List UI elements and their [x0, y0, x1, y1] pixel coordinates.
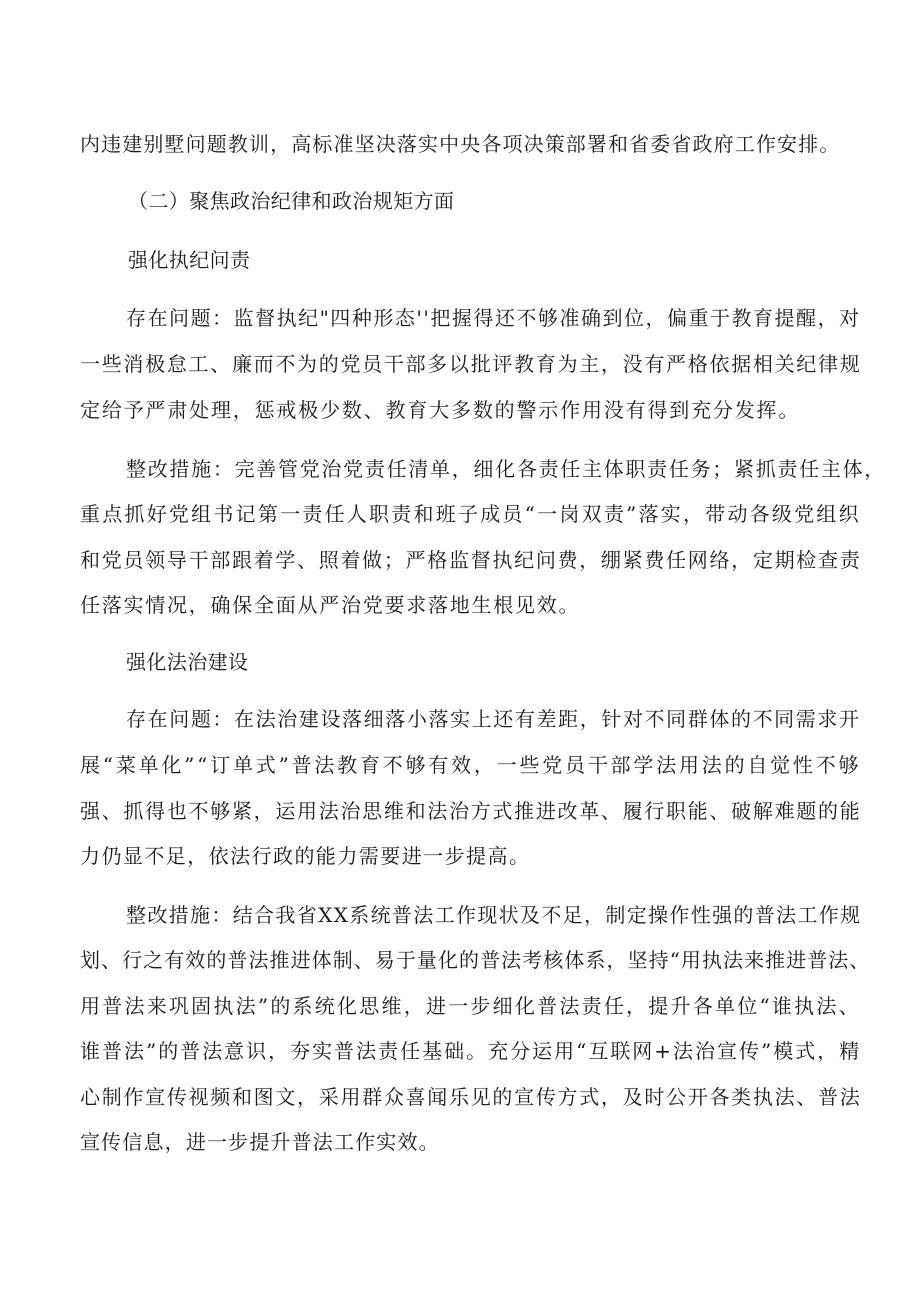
text-line: 用普法来巩固执法”的系统化思维，进一步细化普法责任，提升各单位“谁执法、: [80, 994, 861, 1018]
text-line: 谁普法”的普法意识，夯实普法责任基础。充分运用“互联网+法治宣传”模式，精: [80, 1039, 862, 1063]
text-line: 重点抓好党组书记第一责任人职责和班子成员“一岗双责”落实，带动各级党组织: [80, 502, 861, 526]
text-line: 定给予严肃处理，惩戒极少数、教育大多数的警示作用没有得到充分发挥。: [80, 398, 801, 422]
text-line: 存在问题：在法治建设落细落小落实上还有差距，针对不同群体的不同需求开: [126, 707, 861, 731]
text-line: 划、行之有效的普法推进体制、易于量化的普法考核体系，坚持“用执法来推进普法、: [80, 948, 871, 972]
text-line: 力仍显不足，依法行政的能力需要进一步提高。: [80, 844, 531, 868]
text-line: 任落实情况，确保全面从严治党要求落地生根见效。: [80, 593, 581, 617]
text-line: 宣传信息，进一步提升普法工作实效。: [80, 1130, 440, 1154]
subsection-heading: 强化执纪问责: [128, 248, 251, 272]
text-line: 整改措施：结合我省XX系统普法工作现状及不足，制定操作性强的普法工作规: [126, 903, 862, 927]
text-line: 展“菜单化”“订单式”普法教育不够有效，一些党员干部学法用法的自觉性不够: [80, 753, 862, 777]
text-line: 强、抓得也不够紧，运用法治思维和法治方式推进改革、履行职能、破解难题的能: [80, 799, 862, 823]
section-heading: （二）聚焦政治纪律和政治规矩方面: [128, 189, 455, 213]
subsection-heading: 强化法治建设: [126, 650, 249, 674]
text-line: 内违建别墅问题教训，高标准坚决落实中央各项决策部署和省委省政府工作安排。: [80, 132, 841, 156]
text-line: 心制作宣传视频和图文，采用群众喜闻乐见的宣传方式，及时公开各类执法、普法: [80, 1085, 862, 1109]
text-line: 整改措施：完善管党治党责任清单，细化各责任主体职责任务；紧抓责任主体，: [126, 457, 886, 481]
text-line: 存在问题：监督执纪"四种形态''把握得还不够准确到位，偏重于教育提醒，对: [126, 306, 861, 330]
text-line: 一些消极怠工、廉而不为的党员干部多以批评教育为主，没有严格依据相关纪律规: [80, 352, 862, 376]
text-line: 和党员领导干部跟着学、照着做；严格监督执纪问费，绷紧费任网络，定期检查责: [80, 548, 862, 572]
